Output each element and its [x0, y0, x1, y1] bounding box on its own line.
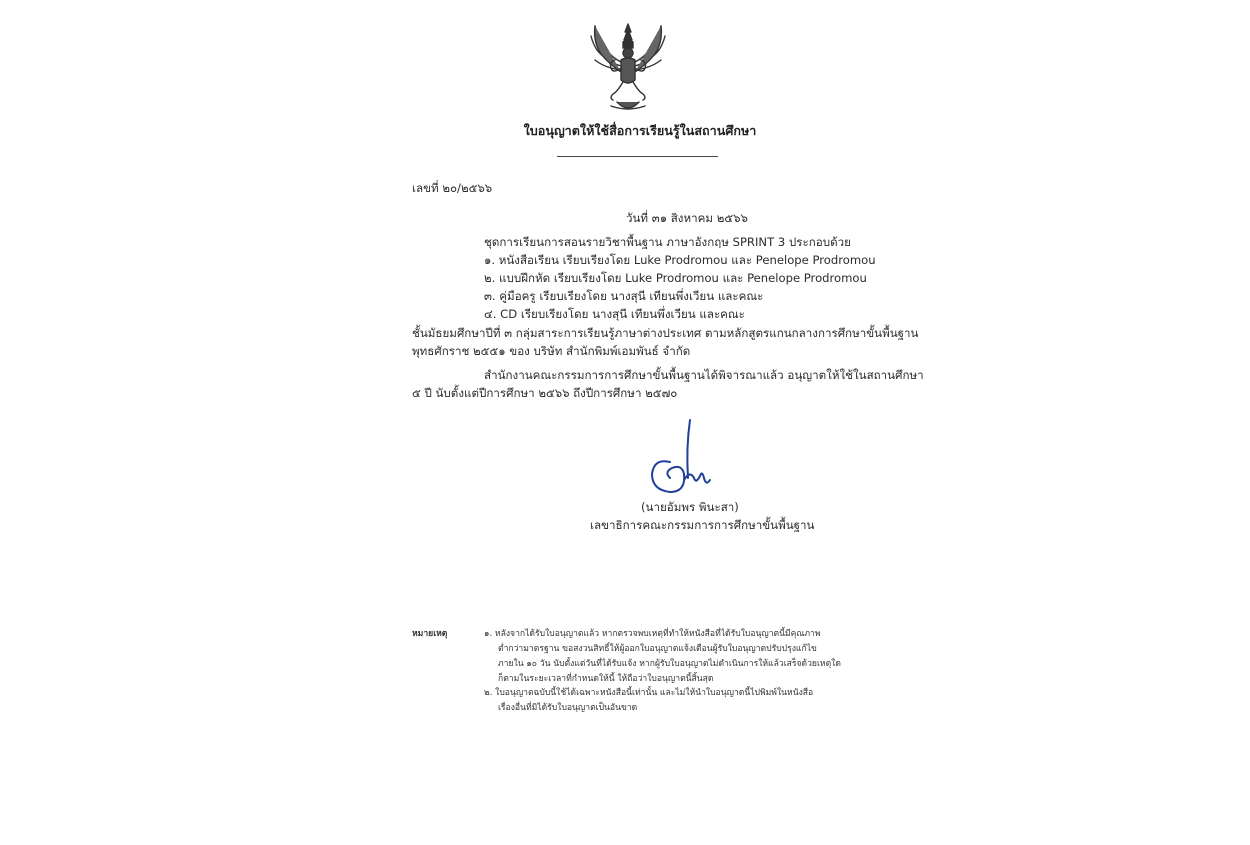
publisher-line: พุทธศักราช ๒๕๕๑ ของ บริษัท สำนักพิมพ์เอมพันธ์ จำกัด [412, 344, 691, 358]
course-intro: ชุดการเรียนการสอนรายวิชาพื้นฐาน ภาษาอังกฤษ SPRINT 3 ประกอบด้วย [484, 235, 851, 249]
signatory-title: เลขาธิการคณะกรรมการการศึกษาขั้นพื้นฐาน [590, 518, 815, 532]
garuda-emblem-icon [587, 22, 669, 114]
note-line: ๒. ใบอนุญาตฉบับนี้ใช้ได้เฉพาะหนังสือนี้เท่านั้น และไม่ให้นำใบอนุญาตนี้ไปพิมพ์ในหนังสือ [484, 688, 814, 698]
approval-period: ๕ ปี นับตั้งแต่ปีการศึกษา ๒๕๖๖ ถึงปีการศึกษา ๒๕๗๐ [412, 386, 678, 400]
note-line: ๑. หลังจากได้รับใบอนุญาตแล้ว หากตรวจพบเหตุที่ทำให้หนังสือที่ได้รับใบอนุญาตนี้มีคุณภาพ [484, 629, 821, 639]
component-item: ๒. แบบฝึกหัด เรียบเรียงโดย Luke Prodromou และ Penelope Prodromou [484, 271, 867, 285]
notes-label: หมายเหตุ [412, 629, 448, 639]
component-item: ๓. คู่มือครู เรียบเรียงโดย นางสุนี เทียนพึ่งเวียน และคณะ [484, 289, 764, 303]
issue-date: วันที่ ๓๑ สิงหาคม ๒๕๖๖ [626, 211, 748, 225]
component-item: ๑. หนังสือเรียน เรียบเรียงโดย Luke Prodromou และ Penelope Prodromou [484, 253, 876, 267]
document-title: ใบอนุญาตให้ใช้สื่อการเรียนรู้ในสถานศึกษา [523, 123, 757, 138]
signatory-name: (นายอัมพร พินะสา) [641, 500, 739, 514]
note-line: ภายใน ๑๐ วัน นับตั้งแต่วันที่ได้รับแจ้ง หากผู้รับใบอนุญาตไม่ดำเนินการให้แล้วเสร็จด้วยเหตุใด [498, 659, 841, 669]
title-underline [557, 156, 718, 157]
note-line: ต่ำกว่ามาตรฐาน ขอสงวนสิทธิ์ให้ผู้ออกใบอนุญาตแจ้งเตือนผู้รับใบอนุญาตปรับปรุงแก้ไข [498, 644, 817, 654]
note-line: ก็ตามในระยะเวลาที่กำหนดให้นี้ ให้ถือว่าใบอนุญาตนี้สิ้นสุด [498, 674, 714, 684]
component-item: ๔. CD เรียบเรียงโดย นางสุนี เทียนพึ่งเวียน และคณะ [484, 307, 745, 321]
signature [640, 418, 720, 500]
note-line: เรื่องอื่นที่มิได้รับใบอนุญาตเป็นอันขาด [498, 703, 638, 713]
permit-number: เลขที่ ๒๐/๒๕๖๖ [412, 181, 493, 195]
grade-level-line: ชั้นมัธยมศึกษาปีที่ ๓ กลุ่มสาระการเรียนรู้ภาษาต่างประเทศ ตามหลักสูตรแกนกลางการศึกษาขั้นพื้นฐาน [412, 326, 919, 340]
approval-statement: สำนักงานคณะกรรมการการศึกษาขั้นพื้นฐานได้พิจารณาแล้ว อนุญาตให้ใช้ในสถานศึกษา [484, 368, 924, 382]
